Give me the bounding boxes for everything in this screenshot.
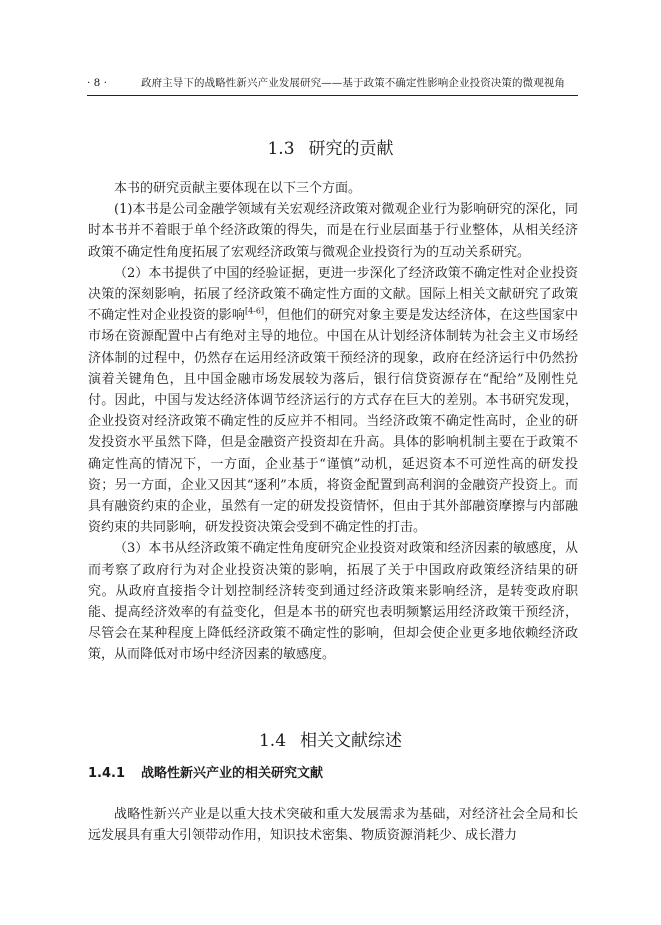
header-rule bbox=[87, 95, 578, 96]
running-header bbox=[87, 74, 578, 92]
paragraph-text: ，但他们的研究对象主要是发达经济体，在这些国家中市场在资源配置中占有绝对主导的地位。中国在从计划经济体制转为社会主义市场经济体制的过程中，仍然存在运用经济政策干预经济的现象，政府在经济运行中仍然扮演着关键角色，且中国金融市场发展较为落后，银行信贷资源存在“配给”及刚性兑付。因此，中国与发达经济体调节经济运行的方式存在巨大的差别。本书研究发现，企业投资对经济政策不确定性的反应并不相同。当经济政策不确定性高时，企业的研发投资水平虽然下降，但是金融资产投资却在升高。具体的影响机制主要在于政策不确定性高的情况下，一方面，企业基于“谨慎”动机，延迟资本不可逆性高的研发投资；另一方面，企业又因其“逐利”本质，将资金配置到高利润的金融资产投资上。而具有融资约束的企业，虽然有一定的研发投资情怀，但由于其外部融资摩擦与内部融资约束的共同影响，研发投资决策会受到不确定性的打击。 bbox=[88, 308, 578, 536]
running-title: 政府主导下的战略性新兴产业发展研究——基于政策不确定性影响企业投资决策的微观视角 bbox=[141, 77, 565, 89]
section-heading-1-3 bbox=[0, 137, 661, 161]
paragraph-contribution-3: （3）本书从经济政策不确定性角度研究企业投资对政策和经济因素的敏感度，从而考察了政府行为对企业投资决策的影响，拓展了关于中国政府政策经济结果的研究。从政府直接指令计划控制经济转变到通过经济政策来影响经济，是转变政府职能、提高经济效率的有益变化，但是本书的研究也表明频繁运用经济政策干预经济，尽管会在某种程度上降低经济政策不确定性的影响，但却会使企业更多地依赖经济政策，从而降低对市场中经济因素的敏感度。 bbox=[88, 541, 578, 663]
paragraph-intro: 本书的研究贡献主要体现在以下三个方面。 bbox=[114, 181, 362, 196]
paragraph-emerging-industries: 战略性新兴产业是以重大技术突破和重大发展需求为基础，对经济社会全局和长远发展具有重大引领带动作用，知识技术密集、物质资源消耗少、成长潜力 bbox=[88, 807, 578, 844]
subsection-number: 1.4.1 bbox=[88, 766, 126, 781]
subsection-heading-1-4-1 bbox=[88, 764, 578, 784]
section-title: 研究的贡献 bbox=[308, 139, 394, 159]
section-heading-1-4 bbox=[0, 729, 661, 753]
section-1-3-body bbox=[88, 178, 578, 666]
paragraph-contribution-1: (1)本书是公司金融学领域有关宏观经济政策对微观企业行为影响研究的深化，同时本书并不着眼于单个经济政策的得失，而是在行业层面基于行业整体，从相关经济政策不确定性角度拓展了宏观经济政策与微观企业投资行为的互动关系研究。 bbox=[88, 202, 578, 260]
section-1-4-1-body bbox=[88, 804, 578, 846]
page-number: · 8 · bbox=[87, 77, 108, 89]
section-title: 相关文献综述 bbox=[300, 731, 403, 751]
paragraph-contribution-2 bbox=[88, 263, 578, 539]
subsection-title: 战略性新兴产业的相关研究文献 bbox=[141, 766, 324, 781]
section-number: 1.3 bbox=[267, 139, 295, 159]
citation-ref: [4-6] bbox=[244, 306, 265, 316]
section-number: 1.4 bbox=[258, 731, 287, 751]
paragraph-text: （2）本书提供了中国的经验证据，更进一步深化了经济政策不确定性对企业投资决策的深刻影响，拓展了经济政策不确定性方面的文献。国际上相关文献研究了政策不确定性对企业投资的影响 bbox=[88, 265, 578, 324]
